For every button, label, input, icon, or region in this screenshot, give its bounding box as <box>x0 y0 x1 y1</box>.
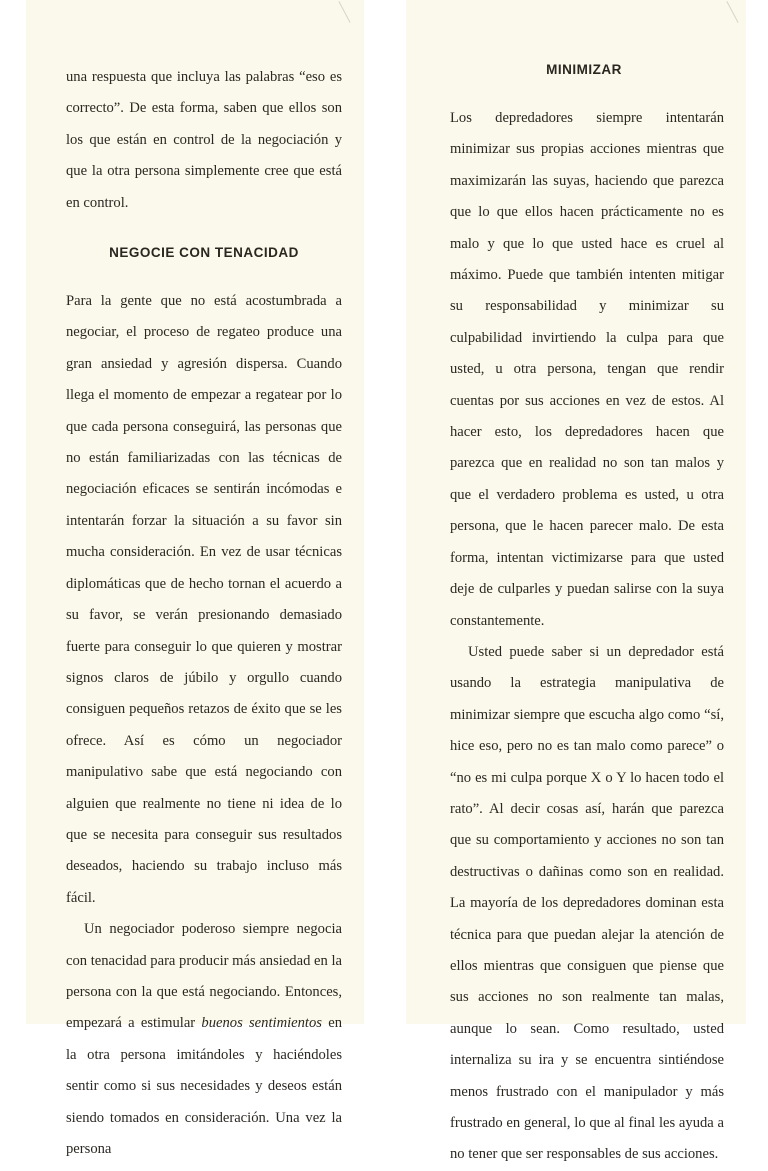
left-paragraph-1: Para la gente que no está acostumbrada a negociar, el proceso de regateo produce una gran ansiedad y agresión dispersa. Cuando llega el momento de empezar a regatear por lo que cada persona conseguirá, las personas que no están familiarizadas con las técnicas de negociación eficaces se sentirán incómodas e intentarán forzar la situación a su favor sin mucha consideración. En vez de usar técnicas diplomáticas que de hecho tornan el acuerdo a su favor, se verán presionando demasiado fuerte para conseguir lo que quieren y mostrar signos claros de júbilo y orgullo cuando consiguen pequeños retazos de éxito que se les ofrece. Así es cómo un negociador manipulativo sabe que está negociando con alguien que realmente no tiene ni idea de lo que se necesita para conseguir sus resultados deseados, haciendo su trabajo incluso más fácil. <box>66 293 342 906</box>
right-page <box>406 0 746 1163</box>
left-paragraph-2-italic: buenos sentimientos <box>201 1015 322 1032</box>
left-paragraph-2-end: en la otra persona imitándoles y haciéndoles sentir como si sus necesidades y deseos están siendo tomados en consideración. Una vez la persona <box>66 1015 342 1157</box>
right-paragraph-1: Los depredadores siempre intentarán minimizar sus propias acciones mientras que maximizarán las suyas, haciendo que parezca que lo que ellos hacen prácticamente no es malo y que lo que usted hace es cruel al máximo. Puede que también intenten mitigar su responsabilidad y minimizar su culpabilidad invirtiendo la culpa para que usted, u otra persona, tengan que rendir cuentas por sus acciones en vez de estos. Al hacer esto, los depredadores hacen que parezca que en realidad no son tan malos y que el verdadero problema es usted, u otra persona, que le hacen parecer malo. De esta forma, intentan victimizarse para que usted deje de culparles y puedan salirse con la suya constantemente. <box>450 110 724 629</box>
section-heading-negocie: NEGOCIE CON TENACIDAD <box>109 245 299 261</box>
left-paragraph-2-start: Un negociador poderoso siempre negocia con tenacidad para producir más ansiedad en la persona con la que está negociando. Entonces, empezará a estimular <box>66 921 342 1032</box>
left-paragraph-continued: una respuesta que incluya las palabras “eso es correcto”. De esta forma, saben que ellos son los que están en control de la negociación y que la otra persona simplemente cree que está en control. <box>66 69 342 211</box>
left-page <box>26 0 364 1157</box>
left-paragraph-2 <box>66 914 342 1165</box>
section-heading-minimizar: MINIMIZAR <box>546 62 622 77</box>
right-paragraph-2: Usted puede saber si un depredador está usando la estrategia manipulativa de minimizar siempre que escucha algo como “sí, hice eso, pero no es tan malo como parece” o “no es mi culpa porque X o Y lo hacen todo el rato”. Al decir cosas así, harán que parezca que su comportamiento y acciones no son tan destructivas o dañinas como son en realidad. La mayoría de los depredadores dominan esta técnica para que puedan alejar la atención de ellos mientras que consiguen que piense que sus acciones no son realmente tan malas, aunque lo sean. Como resultado, usted internaliza su ira y se encuentra sintiéndose menos frustrado con el manipulador y más frustrado en general, lo que al final les ayuda a no tener que ser responsables de sus acciones. <box>450 643 724 1163</box>
